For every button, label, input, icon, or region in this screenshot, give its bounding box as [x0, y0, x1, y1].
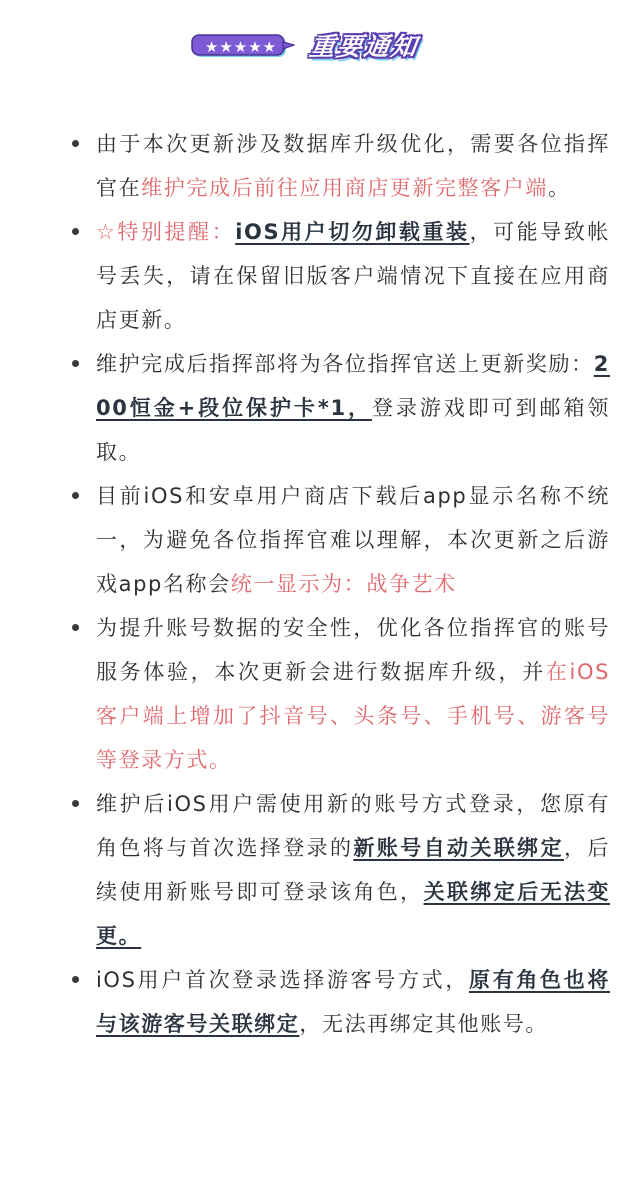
- emphasis-text: 原有角色也将与该游客号关联绑定: [96, 968, 610, 1036]
- list-item: [0, 122, 640, 210]
- item-text: ，后续使用新账号即可登录该角色，: [96, 836, 610, 904]
- list-item: [0, 474, 640, 606]
- item-text: ，无法再绑定其他账号。: [299, 1012, 549, 1036]
- list-item: [0, 342, 640, 474]
- emphasis-text: 新账号自动关联绑定: [353, 836, 564, 860]
- item-text: 由于本次更新涉及数据库升级优化，需要各位指挥官在: [96, 132, 610, 200]
- reward-text: 200恒金+段位保护卡*1，: [96, 352, 610, 420]
- highlight-text: 在iOS客户端上增加了抖音号、头条号、手机号、游客号等登录方式。: [96, 660, 610, 772]
- item-text: 为提升账号数据的安全性，优化各位指挥官的账号服务体验，本次更新会进行数据库升级，并: [96, 616, 610, 684]
- notice-list: [0, 122, 640, 1046]
- rating-stars: ★★★★★: [204, 38, 278, 56]
- list-item: [0, 210, 640, 342]
- notice-header: [0, 28, 640, 68]
- list-item: [0, 958, 640, 1046]
- emphasis-text: 关联绑定后无法变更。: [96, 880, 610, 948]
- highlight-text: 维护完成后前往应用商店更新完整客户端: [141, 176, 549, 200]
- item-text: 。: [548, 176, 571, 200]
- item-text: ，可能导致帐号丢失，请在保留旧版客户端情况下直接在应用商店更新。: [96, 220, 610, 332]
- item-text: 目前iOS和安卓用户商店下载后app显示名称不统一，为避免各位指挥官难以理解，本次更新之后游戏app名称会: [96, 484, 610, 596]
- item-text: iOS用户首次登录选择游客号方式，: [96, 968, 470, 992]
- reminder-label: ☆特别提醒：: [96, 220, 236, 244]
- emphasis-text: iOS用户切勿卸载重装: [235, 220, 470, 244]
- page-title: 重要通知: [308, 32, 421, 61]
- highlight-text: 统一显示为：战争艺术: [230, 572, 457, 596]
- item-text: 维护后iOS用户需使用新的账号方式登录，您原有角色将与首次选择登录的: [96, 792, 610, 860]
- list-item: [0, 606, 640, 782]
- stars-badge: [191, 34, 295, 60]
- item-text: 登录游戏即可到邮箱领取。: [96, 396, 611, 464]
- list-item: [0, 782, 640, 958]
- item-text: 维护完成后指挥部将为各位指挥官送上更新奖励：: [96, 352, 594, 376]
